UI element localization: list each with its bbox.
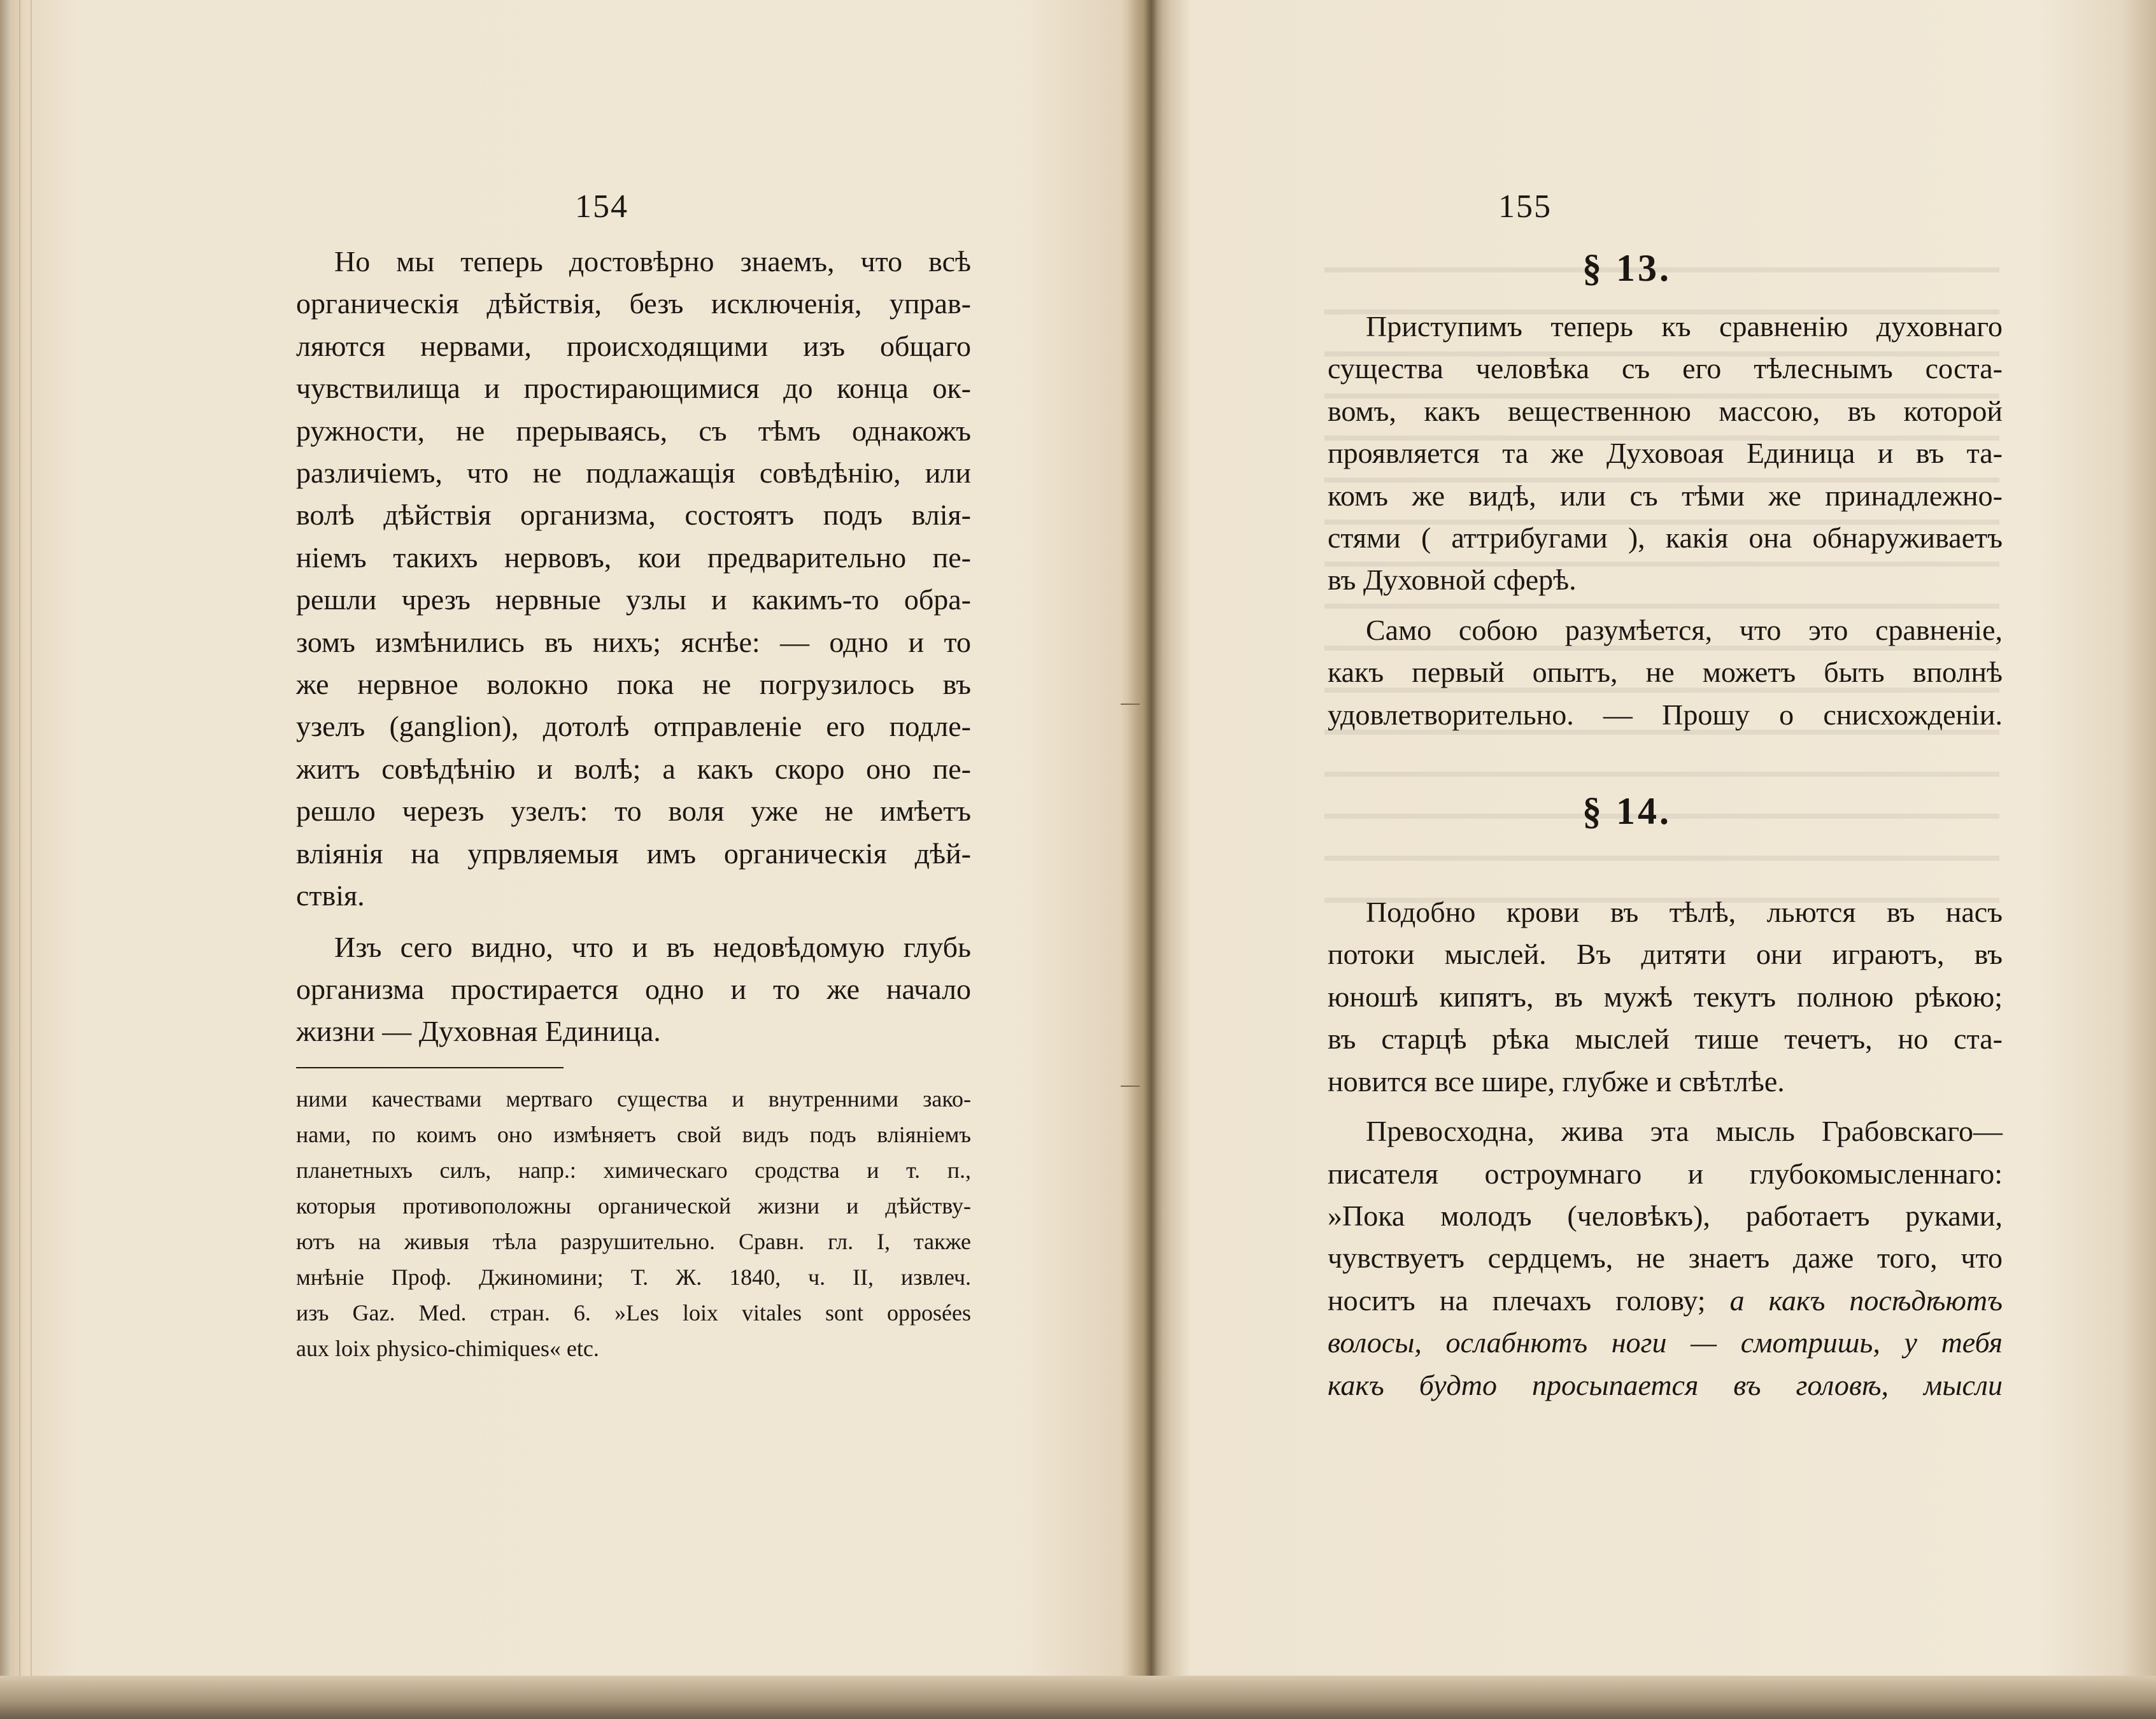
text-line: вліянія на упрвляемыя имъ органическія дѣй-: [296, 837, 971, 870]
footnote-rule: [296, 1067, 564, 1068]
text-line: жизни — Духовная Единица.: [296, 1015, 661, 1048]
gutter-shadow: [1127, 0, 1172, 1719]
text-line: въ Духовной сферѣ.: [1328, 563, 1577, 597]
text-line: зомъ измѣнились въ нихъ; яснѣе: — одно и то: [296, 625, 971, 658]
text-line-mixed: [1328, 1280, 2003, 1322]
text-line: Изъ сего видно, что и въ недовѣдомую глубь: [334, 930, 971, 963]
page-number: 155: [1498, 188, 1552, 225]
paragraph: [1328, 609, 2003, 736]
italic-segment: а какъ посѣдѣютъ: [1729, 1284, 2003, 1317]
page-edge-line: [31, 0, 32, 1719]
text-line: ляются нервами, происходящими изъ общаго: [296, 329, 971, 362]
text-line: решло черезъ узелъ: то воля уже не имѣетъ: [296, 795, 971, 828]
text-line: Приступимъ теперь къ сравненію духовнаго: [1366, 310, 2003, 343]
text-line: Само собою разумѣется, что это сравненіе,: [1366, 613, 2003, 646]
footnote-line: ними качествами мертваго существа и внутренними зако-: [296, 1086, 971, 1112]
text-line: узелъ (ganglion), дотолѣ отправленіе его подле-: [296, 710, 971, 743]
footnote-line: ютъ на живыя тѣла разрушительно. Сравн. гл. I, также: [296, 1228, 971, 1254]
text-line: стями ( аттрибугами ), какія она обнаруживаетъ: [1328, 521, 2003, 555]
section-heading: § 14.: [1582, 790, 1671, 833]
footnote-line: нами, по коимъ оно измѣняетъ свой видъ подъ вліяніемъ: [296, 1121, 971, 1147]
text-line: проявляется та же Духовоая Единица и въ та-: [1328, 437, 2003, 470]
text-line: организма простирается одно и то же начало: [296, 972, 971, 1005]
text-line: решли чрезъ нервные узлы и какимъ-то обра-: [296, 583, 971, 616]
paragraph: [1328, 1110, 2003, 1406]
page-edge: [0, 0, 11, 1719]
text-line: волѣ дѣйствія организма, состоятъ подъ влія-: [296, 499, 971, 532]
footnote-line: изъ Gaz. Med. стран. 6. »Les loix vitales sont opposées: [296, 1299, 971, 1326]
left-page: [296, 185, 971, 1366]
text-line: Превосходна, жива эта мысль Грабовскаго—: [1366, 1115, 2003, 1148]
text-line: органическія дѣйствія, безъ исключенія, управ-: [296, 287, 971, 320]
text-line: »Пока молодъ (человѣкъ), работаетъ руками,: [1328, 1199, 2003, 1232]
italic-line: волосы, ослабнютъ ноги — смотришь, у тебя: [1328, 1326, 2003, 1359]
paragraph: [296, 926, 971, 1053]
paragraph: [1328, 306, 2003, 602]
footnote-line: планетныхъ силъ, напр.: химическаго сродства и т. п.,: [296, 1157, 971, 1183]
text-line: потоки мыслей. Въ дитяти они играютъ, въ: [1328, 938, 2003, 971]
section-heading: § 13.: [1582, 247, 1671, 289]
text-line: ствія.: [296, 879, 365, 912]
footnote-line: мнѣніе Проф. Джиномини; Т. Ж. 1840, ч. II, извлеч.: [296, 1264, 971, 1290]
text-line: Подобно крови въ тѣлѣ, льются въ насъ: [1366, 896, 2003, 929]
text-line: удовлетворительно. — Прошу о снисхожденіи.: [1328, 698, 2003, 731]
paragraph: [1328, 891, 2003, 1103]
text-line: чувствуетъ сердцемъ, не знаетъ даже того, что: [1328, 1242, 2003, 1275]
text-line: юношѣ кипятъ, въ мужѣ текутъ полною рѣкою;: [1328, 980, 2003, 1013]
page-edge-line: [19, 0, 20, 1719]
text-line: комъ же видѣ, или съ тѣми же принадлежно-: [1328, 479, 2003, 512]
footnote-line: aux loix physico-chimiques« etc.: [296, 1335, 599, 1361]
text-line: писателя остроумнаго и глубокомысленнаго:: [1328, 1157, 2003, 1190]
text-line: же нервное волокно пока не погрузилось въ: [296, 668, 971, 701]
italic-line: какъ будто просыпается въ головѣ, мысли: [1328, 1368, 2003, 1401]
text-line: житъ совѣдѣнію и волѣ; а какъ скоро оно пе-: [296, 752, 971, 785]
text-line: Но мы теперь достовѣрно знаемъ, что всѣ: [334, 245, 971, 278]
text-line: чувствилища и простирающимися до конца ок-: [296, 372, 971, 405]
text-line: существа человѣка съ его тѣлеснымъ соста-: [1328, 352, 2003, 385]
text-line: ніемъ такихъ нервовъ, кои предварительно пе-: [296, 541, 971, 574]
text-line: новится все шире, глубже и свѣтлѣе.: [1328, 1065, 1785, 1098]
paragraph: [296, 241, 971, 917]
text-line: ружности, не прерываясь, съ тѣмъ однакожъ: [296, 414, 971, 447]
footnote: [296, 1081, 971, 1366]
text-line: вомъ, какъ вещественною массою, въ которой: [1328, 394, 2003, 427]
page-number: 154: [575, 188, 628, 225]
right-page: [1328, 185, 2003, 1406]
page-bottom-edge: [0, 1676, 2156, 1719]
text-line: различіемъ, что не подлажащія совѣдѣнію, или: [296, 456, 971, 490]
footnote-line: которыя противоположны органической жизни и дѣйству-: [296, 1192, 971, 1219]
text-line: въ старцѣ рѣка мыслей тише течетъ, но ста-: [1328, 1022, 2003, 1056]
gutter-fold-mark: [1121, 704, 1140, 705]
text-line: какъ первый опытъ, не можетъ быть вполнѣ: [1328, 656, 2003, 689]
gutter-fold-mark: [1121, 1086, 1140, 1087]
text-segment: носитъ на плечахъ голову;: [1328, 1284, 1706, 1317]
